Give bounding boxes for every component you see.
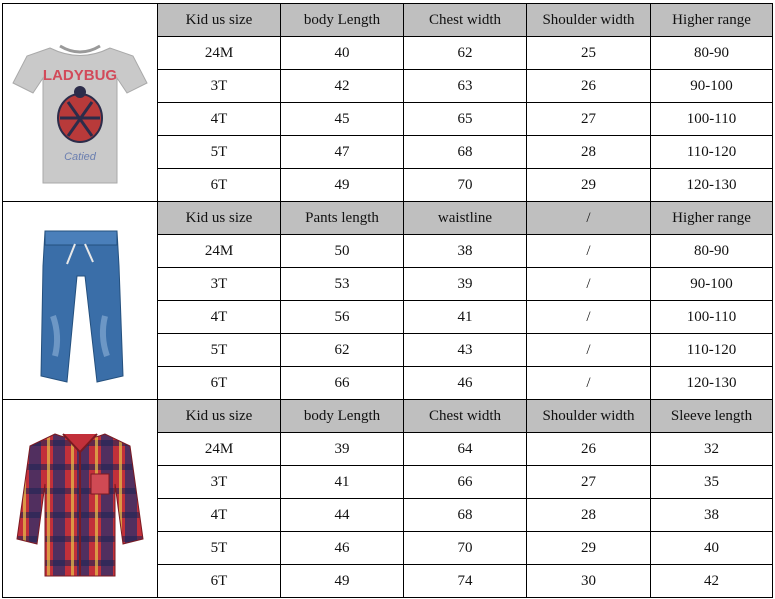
size-cell: 4T xyxy=(158,499,281,532)
catied-logo-text: Catied xyxy=(64,150,96,163)
table-cell: 66 xyxy=(281,367,404,400)
table-cell: 26 xyxy=(527,433,651,466)
table-cell: 28 xyxy=(527,499,651,532)
table-cell: 120-130 xyxy=(651,367,773,400)
table-cell: 68 xyxy=(404,499,527,532)
table-cell: 80-90 xyxy=(651,37,773,70)
plaid-shirt-image xyxy=(5,404,155,594)
header-cell: Higher range xyxy=(651,4,773,37)
table-cell: / xyxy=(527,235,651,268)
table-cell: 90-100 xyxy=(651,70,773,103)
size-cell: 24M xyxy=(158,433,281,466)
table-cell: 70 xyxy=(404,532,527,565)
table-cell: 44 xyxy=(281,499,404,532)
size-cell: 6T xyxy=(158,367,281,400)
size-cell: 24M xyxy=(158,37,281,70)
header-cell: body Length xyxy=(281,4,404,37)
header-cell: Kid us size xyxy=(158,4,281,37)
header-cell: body Length xyxy=(281,400,404,433)
table-cell: 65 xyxy=(404,103,527,136)
table-cell: / xyxy=(527,301,651,334)
table-cell: 28 xyxy=(527,136,651,169)
table-cell: / xyxy=(527,334,651,367)
table-cell: 26 xyxy=(527,70,651,103)
table-cell: 39 xyxy=(281,433,404,466)
table-cell: 32 xyxy=(651,433,773,466)
table-cell: 42 xyxy=(651,565,773,598)
table-cell: 49 xyxy=(281,169,404,202)
header-cell: Chest width xyxy=(404,400,527,433)
size-cell: 6T xyxy=(158,565,281,598)
size-chart-table xyxy=(2,3,773,598)
table-cell: 25 xyxy=(527,37,651,70)
table-cell: 47 xyxy=(281,136,404,169)
table-cell: 27 xyxy=(527,103,651,136)
size-cell: 4T xyxy=(158,301,281,334)
header-cell: Pants length xyxy=(281,202,404,235)
table-cell: 46 xyxy=(404,367,527,400)
table-cell: 63 xyxy=(404,70,527,103)
header-cell: Kid us size xyxy=(158,400,281,433)
header-cell: Shoulder width xyxy=(527,4,651,37)
table-cell: 90-100 xyxy=(651,268,773,301)
header-row xyxy=(3,4,773,37)
header-cell: Higher range xyxy=(651,202,773,235)
table-cell: 29 xyxy=(527,532,651,565)
t-shirt-image xyxy=(5,8,155,198)
table-cell: 38 xyxy=(651,499,773,532)
table-cell: 41 xyxy=(404,301,527,334)
t-shirt-image-cell xyxy=(3,4,158,202)
table-cell: 68 xyxy=(404,136,527,169)
table-cell: 100-110 xyxy=(651,103,773,136)
table-cell: 46 xyxy=(281,532,404,565)
size-cell: 6T xyxy=(158,169,281,202)
table-cell: 62 xyxy=(404,37,527,70)
table-cell: 39 xyxy=(404,268,527,301)
table-cell: 62 xyxy=(281,334,404,367)
plaid-shirt-image-cell xyxy=(3,400,158,598)
ladybug-logo-text: LADYBUG xyxy=(42,66,118,84)
header-row xyxy=(3,202,773,235)
table-cell: 70 xyxy=(404,169,527,202)
table-cell: 27 xyxy=(527,466,651,499)
table-cell: 41 xyxy=(281,466,404,499)
table-cell: 42 xyxy=(281,70,404,103)
table-cell: 50 xyxy=(281,235,404,268)
header-cell: Chest width xyxy=(404,4,527,37)
table-cell: 40 xyxy=(281,37,404,70)
header-cell: Kid us size xyxy=(158,202,281,235)
header-cell: waistline xyxy=(404,202,527,235)
table-cell: 74 xyxy=(404,565,527,598)
size-cell: 24M xyxy=(158,235,281,268)
header-cell: / xyxy=(527,202,651,235)
size-cell: 3T xyxy=(158,268,281,301)
size-cell: 4T xyxy=(158,103,281,136)
table-cell: 29 xyxy=(527,169,651,202)
table-cell: 64 xyxy=(404,433,527,466)
header-cell: Shoulder width xyxy=(527,400,651,433)
table-cell: / xyxy=(527,268,651,301)
jeans-image-cell xyxy=(3,202,158,400)
header-row xyxy=(3,400,773,433)
table-cell: 43 xyxy=(404,334,527,367)
table-cell: 80-90 xyxy=(651,235,773,268)
table-cell: 110-120 xyxy=(651,136,773,169)
jeans-image xyxy=(5,206,155,396)
table-cell: 110-120 xyxy=(651,334,773,367)
size-cell: 3T xyxy=(158,466,281,499)
table-cell: 49 xyxy=(281,565,404,598)
table-cell: 56 xyxy=(281,301,404,334)
table-cell: 40 xyxy=(651,532,773,565)
table-cell: 45 xyxy=(281,103,404,136)
table-cell: 38 xyxy=(404,235,527,268)
size-cell: 5T xyxy=(158,136,281,169)
table-cell: 53 xyxy=(281,268,404,301)
table-cell: 100-110 xyxy=(651,301,773,334)
table-cell: 66 xyxy=(404,466,527,499)
size-cell: 3T xyxy=(158,70,281,103)
table-cell: / xyxy=(527,367,651,400)
table-cell: 35 xyxy=(651,466,773,499)
header-cell: Sleeve length xyxy=(651,400,773,433)
table-cell: 30 xyxy=(527,565,651,598)
size-cell: 5T xyxy=(158,532,281,565)
table-cell: 120-130 xyxy=(651,169,773,202)
size-cell: 5T xyxy=(158,334,281,367)
